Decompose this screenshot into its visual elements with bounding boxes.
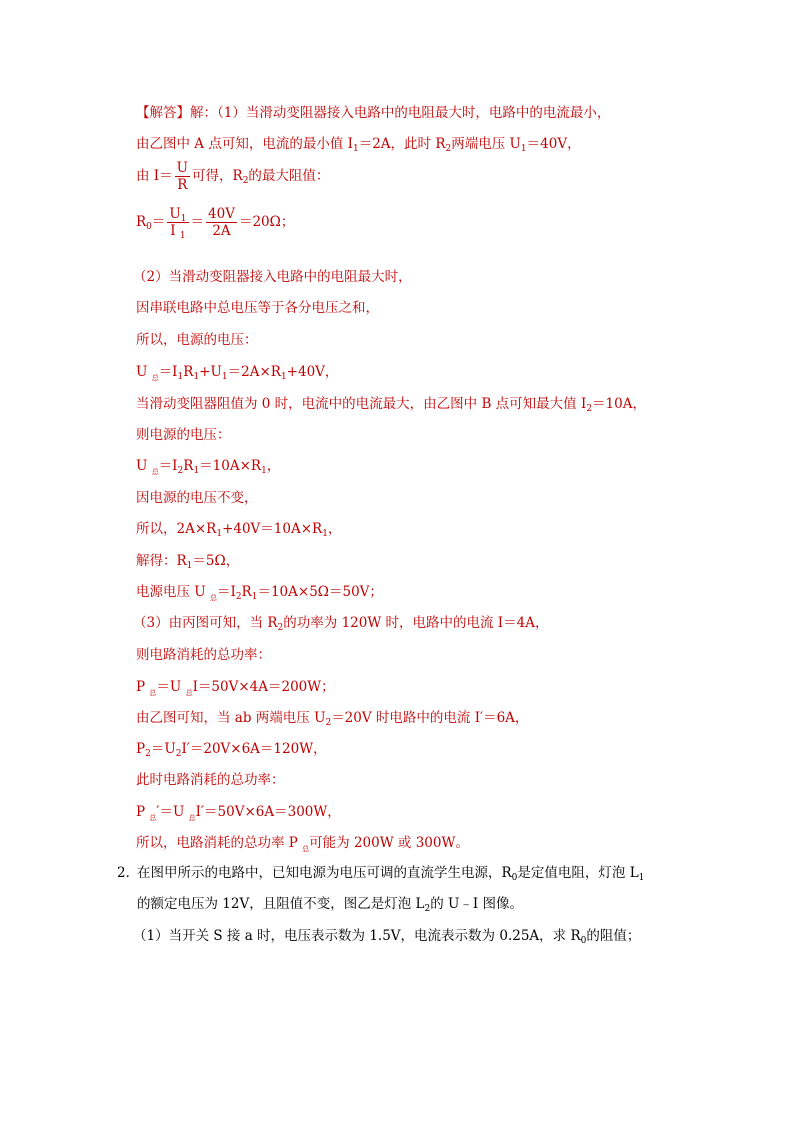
solution-line-6: 因串联电路中总电压等于各分电压之和， (136, 300, 379, 316)
solution-line-18: P $_总$＝U $_总$I＝50V×4A＝200W； (136, 679, 335, 697)
solution-line-21: 此时电路消耗的总功率： (136, 772, 285, 788)
solution-line-4: $R_0=$ $\frac{U_1}{I _1}$ ＝ $\frac{40V}{2A}$ ＝20Ω； (136, 206, 295, 241)
fraction-40v-over-2a: $\frac{40V}{2A}$ (208, 206, 235, 239)
solution-line-16: （3）由丙图可知，当 $R_2$的功率为 120W 时，电路中的电流 I＝4A， (133, 615, 549, 633)
solution-line-5: （2）当滑动变阻器接入电路中的电阻最大时， (133, 269, 412, 285)
solution-line-7: 所以，电源的电压： (136, 332, 258, 348)
solution-line-23: 所以，电路消耗的总功率 P $_总$可能为 200W 或 300W。 (136, 835, 469, 853)
question-line-1: 在图甲所示的电路中，已知电源为电压可调的直流学生电源，$R_0$是定值电阻，灯泡 $L_1$ (137, 865, 645, 883)
solution-line-9: 当滑动变阻器阻值为 0 时，电流中的电流最大，由乙图中 B 点可知最大值 $I_2=10A$， (136, 396, 646, 414)
solution-line-3: 由 I＝ $\frac{U}{R}$ 可得，$R_2$的最大阻值： (136, 160, 330, 193)
question-line-3: （1）当开关 S 接 a 时，电压表示数为 1.5V，电流表示数为 0.25A，求 $R_0$的阻值； (133, 928, 641, 946)
solution-line-10: 则电源的电压： (136, 427, 231, 443)
solution-line-2: 由乙图中 A 点可知，电流的最小值 $I_1=2A$，此时 $R_2$两端电压 $U_1=40V$， (136, 136, 581, 154)
solution-line-11: U $_总=I_2R_1=10A\times R_1$， (136, 458, 281, 476)
fraction-u-over-r: $\frac{U}{R}$ (176, 160, 189, 193)
solution-line-12: 因电源的电压不变， (136, 490, 258, 506)
answer-tag: 【解答】 (136, 105, 190, 121)
fraction-u1-over-i1: $\frac{U_1}{I _1}$ (169, 206, 187, 241)
question-number: 2． (117, 865, 140, 881)
solution-line-8: U $_总=I_1R_1+U_1=2A\times R_1+40V$， (136, 364, 339, 382)
solution-line-17: 则电路消耗的总功率： (136, 647, 271, 663)
solution-line-1: 【解答】解：（1）当滑动变阻器接入电路中的电阻最大时，电路中的电流最小， (136, 105, 611, 121)
solution-line-22: P $_总$′＝U $_总$I′＝50V×6A＝300W， (136, 804, 341, 822)
solution-line-15: 电源电压 U $_总=I_2R_1=10A\times 5\Omega=50V$； (136, 584, 383, 602)
question-line-2: 的额定电压为 12V，且阻值不变，图乙是灯泡 $L_2$的 U﹣I 图像。 (137, 896, 524, 914)
solution-line-14: 解得：$R_1=5\Omega$， (136, 553, 240, 571)
solution-line-19: 由乙图可知，当 ab 两端电压 $U_2=20V$ 时电路中的电流 I′＝6A， (136, 710, 529, 728)
solution-line-20: $P_2=U_2I'=20V\times 6A=120W$， (136, 741, 327, 759)
solution-line-13: 所以，$2A\times R_1+40V=10A\times R_1$， (136, 521, 342, 539)
